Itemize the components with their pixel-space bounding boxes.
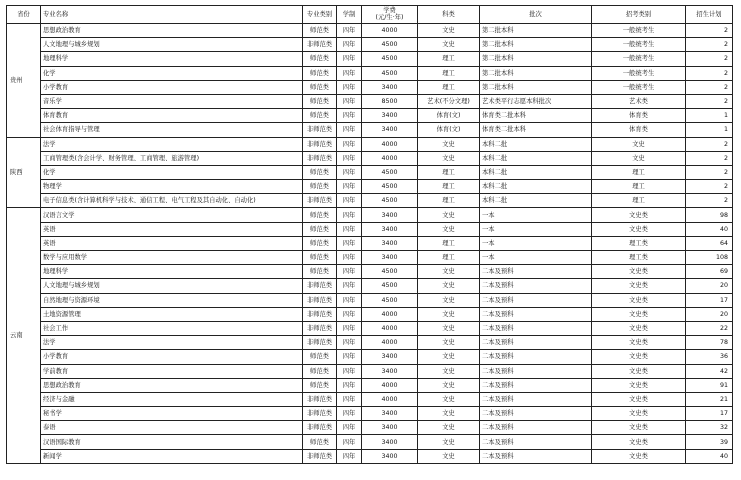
table-row	[7, 392, 733, 406]
category-cell: 非师范类	[303, 279, 337, 293]
major-cell: 人文地理与城乡规划	[41, 38, 303, 52]
category-cell: 非师范类	[303, 123, 337, 137]
tuition-cell: 4500	[362, 194, 418, 208]
subject-cell: 理工	[418, 236, 480, 250]
tuition-cell: 3400	[362, 364, 418, 378]
enrollment-plan-table	[6, 5, 733, 464]
exam-type-cell: 文史类	[592, 392, 686, 406]
header-tuition	[362, 6, 418, 24]
table-row	[7, 293, 733, 307]
batch-cell: 体育类二批本科	[480, 109, 592, 123]
exam-type-cell: 文史类	[592, 364, 686, 378]
major-cell: 学前教育	[41, 364, 303, 378]
major-cell: 体育教育	[41, 109, 303, 123]
plan-cell: 2	[686, 194, 733, 208]
major-cell: 工商管理类(含会计学、财务管理、工商管理、旅游管理)	[41, 151, 303, 165]
category-cell: 非师范类	[303, 449, 337, 463]
duration-cell: 四年	[337, 208, 362, 222]
table-row	[7, 194, 733, 208]
exam-type-cell: 文史类	[592, 222, 686, 236]
batch-cell: 二本及预科	[480, 407, 592, 421]
category-cell: 师范类	[303, 236, 337, 250]
category-cell: 师范类	[303, 52, 337, 66]
exam-type-cell: 理工	[592, 180, 686, 194]
subject-cell: 理工	[418, 66, 480, 80]
tuition-cell: 8500	[362, 94, 418, 108]
plan-cell: 78	[686, 336, 733, 350]
plan-cell: 20	[686, 307, 733, 321]
major-cell: 小学教育	[41, 350, 303, 364]
category-cell: 师范类	[303, 24, 337, 38]
plan-cell: 98	[686, 208, 733, 222]
subject-cell: 理工	[418, 80, 480, 94]
table-row	[7, 279, 733, 293]
major-cell: 人文地理与城乡规划	[41, 279, 303, 293]
exam-type-cell: 文史类	[592, 307, 686, 321]
subject-cell: 文史	[418, 222, 480, 236]
table-row	[7, 94, 733, 108]
duration-cell: 四年	[337, 123, 362, 137]
batch-cell: 本科二批	[480, 151, 592, 165]
table-row	[7, 165, 733, 179]
table-row	[7, 321, 733, 335]
batch-cell: 二本及预科	[480, 449, 592, 463]
category-cell: 师范类	[303, 180, 337, 194]
header-tuition-line1: 学费	[383, 7, 396, 14]
table-row	[7, 24, 733, 38]
exam-type-cell: 一般统考生	[592, 80, 686, 94]
major-cell: 秘书学	[41, 407, 303, 421]
table-row	[7, 180, 733, 194]
tuition-cell: 4000	[362, 24, 418, 38]
province-cell: 云南	[7, 208, 41, 463]
category-cell: 师范类	[303, 378, 337, 392]
header-exam-type: 招考类别	[592, 6, 686, 24]
major-cell: 地理科学	[41, 265, 303, 279]
category-cell: 师范类	[303, 251, 337, 265]
category-cell: 师范类	[303, 350, 337, 364]
tuition-cell: 4500	[362, 293, 418, 307]
exam-type-cell: 文史类	[592, 208, 686, 222]
duration-cell: 四年	[337, 194, 362, 208]
exam-type-cell: 文史类	[592, 336, 686, 350]
table-row	[7, 350, 733, 364]
tuition-cell: 4500	[362, 180, 418, 194]
category-cell: 师范类	[303, 94, 337, 108]
subject-cell: 理工	[418, 165, 480, 179]
major-cell: 法学	[41, 336, 303, 350]
batch-cell: 本科二批	[480, 137, 592, 151]
batch-cell: 二本及预科	[480, 307, 592, 321]
exam-type-cell: 文史类	[592, 350, 686, 364]
batch-cell: 本科二批	[480, 165, 592, 179]
batch-cell: 二本及预科	[480, 279, 592, 293]
subject-cell: 体育(文)	[418, 109, 480, 123]
exam-type-cell: 文史	[592, 137, 686, 151]
plan-cell: 1	[686, 123, 733, 137]
category-cell: 非师范类	[303, 392, 337, 406]
batch-cell: 二本及预科	[480, 265, 592, 279]
major-cell: 地理科学	[41, 52, 303, 66]
major-cell: 音乐学	[41, 94, 303, 108]
major-cell: 英语	[41, 222, 303, 236]
tuition-cell: 3400	[362, 421, 418, 435]
exam-type-cell: 文史类	[592, 265, 686, 279]
table-row	[7, 52, 733, 66]
batch-cell: 第二批本科	[480, 38, 592, 52]
major-cell: 法学	[41, 137, 303, 151]
batch-cell: 二本及预科	[480, 321, 592, 335]
category-cell: 非师范类	[303, 151, 337, 165]
table-row	[7, 66, 733, 80]
batch-cell: 二本及预科	[480, 364, 592, 378]
category-cell: 非师范类	[303, 407, 337, 421]
duration-cell: 四年	[337, 449, 362, 463]
batch-cell: 本科二批	[480, 180, 592, 194]
major-cell: 物理学	[41, 180, 303, 194]
tuition-cell: 4000	[362, 137, 418, 151]
batch-cell: 二本及预科	[480, 336, 592, 350]
category-cell: 非师范类	[303, 321, 337, 335]
exam-type-cell: 理工类	[592, 251, 686, 265]
category-cell: 师范类	[303, 80, 337, 94]
category-cell: 师范类	[303, 222, 337, 236]
exam-type-cell: 理工	[592, 194, 686, 208]
major-cell: 社会工作	[41, 321, 303, 335]
tuition-cell: 4000	[362, 392, 418, 406]
tuition-cell: 3400	[362, 449, 418, 463]
subject-cell: 文史	[418, 38, 480, 52]
table-row	[7, 449, 733, 463]
tuition-cell: 3400	[362, 350, 418, 364]
plan-cell: 2	[686, 38, 733, 52]
exam-type-cell: 艺术类	[592, 94, 686, 108]
plan-cell: 2	[686, 52, 733, 66]
plan-cell: 108	[686, 251, 733, 265]
exam-type-cell: 文史	[592, 151, 686, 165]
batch-cell: 一本	[480, 208, 592, 222]
table-row	[7, 80, 733, 94]
major-cell: 数学与应用数学	[41, 251, 303, 265]
plan-cell: 42	[686, 364, 733, 378]
subject-cell: 文史	[418, 137, 480, 151]
subject-cell: 文史	[418, 321, 480, 335]
tuition-cell: 4000	[362, 307, 418, 321]
category-cell: 非师范类	[303, 421, 337, 435]
major-cell: 新闻学	[41, 449, 303, 463]
major-cell: 英语	[41, 236, 303, 250]
subject-cell: 理工	[418, 180, 480, 194]
tuition-cell: 4500	[362, 165, 418, 179]
category-cell: 师范类	[303, 364, 337, 378]
table-row	[7, 123, 733, 137]
exam-type-cell: 理工类	[592, 236, 686, 250]
subject-cell: 文史	[418, 378, 480, 392]
subject-cell: 文史	[418, 208, 480, 222]
table-row	[7, 364, 733, 378]
duration-cell: 四年	[337, 336, 362, 350]
category-cell: 师范类	[303, 66, 337, 80]
exam-type-cell: 文史类	[592, 293, 686, 307]
tuition-cell: 3400	[362, 208, 418, 222]
exam-type-cell: 文史类	[592, 435, 686, 449]
category-cell: 非师范类	[303, 38, 337, 52]
duration-cell: 四年	[337, 392, 362, 406]
plan-cell: 69	[686, 265, 733, 279]
duration-cell: 四年	[337, 435, 362, 449]
table-row	[7, 336, 733, 350]
duration-cell: 四年	[337, 24, 362, 38]
subject-cell: 理工	[418, 251, 480, 265]
subject-cell: 文史	[418, 350, 480, 364]
plan-cell: 32	[686, 421, 733, 435]
plan-cell: 2	[686, 165, 733, 179]
category-cell: 师范类	[303, 165, 337, 179]
batch-cell: 本科二批	[480, 194, 592, 208]
tuition-cell: 4500	[362, 265, 418, 279]
category-cell: 师范类	[303, 208, 337, 222]
exam-type-cell: 文史类	[592, 321, 686, 335]
duration-cell: 四年	[337, 80, 362, 94]
tuition-cell: 4500	[362, 38, 418, 52]
table-row	[7, 151, 733, 165]
enrollment-plan-sheet	[6, 5, 732, 464]
duration-cell: 四年	[337, 52, 362, 66]
province-cell: 陕西	[7, 137, 41, 208]
table-row	[7, 137, 733, 151]
major-cell: 自然地理与资源环境	[41, 293, 303, 307]
category-cell: 师范类	[303, 265, 337, 279]
exam-type-cell: 文史类	[592, 449, 686, 463]
table-row	[7, 251, 733, 265]
major-cell: 小学教育	[41, 80, 303, 94]
plan-cell: 2	[686, 151, 733, 165]
subject-cell: 文史	[418, 364, 480, 378]
header-duration: 学制	[337, 6, 362, 24]
subject-cell: 文史	[418, 336, 480, 350]
subject-cell: 文史	[418, 24, 480, 38]
plan-cell: 39	[686, 435, 733, 449]
duration-cell: 四年	[337, 265, 362, 279]
duration-cell: 四年	[337, 350, 362, 364]
duration-cell: 四年	[337, 307, 362, 321]
plan-cell: 2	[686, 180, 733, 194]
major-cell: 泰语	[41, 421, 303, 435]
plan-cell: 21	[686, 392, 733, 406]
plan-cell: 91	[686, 378, 733, 392]
plan-cell: 17	[686, 293, 733, 307]
batch-cell: 第二批本科	[480, 24, 592, 38]
major-cell: 经济与金融	[41, 392, 303, 406]
header-plan: 招生计划	[686, 6, 733, 24]
table-row	[7, 407, 733, 421]
plan-cell: 2	[686, 24, 733, 38]
exam-type-cell: 体育类	[592, 109, 686, 123]
header-row	[7, 6, 733, 24]
category-cell: 非师范类	[303, 293, 337, 307]
subject-cell: 理工	[418, 52, 480, 66]
plan-cell: 1	[686, 109, 733, 123]
category-cell: 非师范类	[303, 137, 337, 151]
table-row	[7, 307, 733, 321]
batch-cell: 二本及预科	[480, 350, 592, 364]
duration-cell: 四年	[337, 109, 362, 123]
major-cell: 思想政治教育	[41, 378, 303, 392]
table-body	[7, 24, 733, 464]
duration-cell: 四年	[337, 321, 362, 335]
major-cell: 土地资源管理	[41, 307, 303, 321]
header-tuition-line2: (元/生·年)	[375, 13, 404, 21]
exam-type-cell: 文史类	[592, 279, 686, 293]
table-row	[7, 222, 733, 236]
exam-type-cell: 文史类	[592, 407, 686, 421]
table-row	[7, 421, 733, 435]
batch-cell: 一本	[480, 222, 592, 236]
category-cell: 非师范类	[303, 307, 337, 321]
category-cell: 非师范类	[303, 336, 337, 350]
tuition-cell: 3400	[362, 407, 418, 421]
table-row	[7, 38, 733, 52]
duration-cell: 四年	[337, 180, 362, 194]
batch-cell: 第二批本科	[480, 52, 592, 66]
subject-cell: 理工	[418, 194, 480, 208]
duration-cell: 四年	[337, 378, 362, 392]
duration-cell: 四年	[337, 407, 362, 421]
plan-cell: 2	[686, 66, 733, 80]
plan-cell: 2	[686, 80, 733, 94]
subject-cell: 文史	[418, 392, 480, 406]
category-cell: 师范类	[303, 109, 337, 123]
header-category: 专业类别	[303, 6, 337, 24]
duration-cell: 四年	[337, 293, 362, 307]
subject-cell: 体育(文)	[418, 123, 480, 137]
exam-type-cell: 体育类	[592, 123, 686, 137]
tuition-cell: 4500	[362, 279, 418, 293]
batch-cell: 一本	[480, 236, 592, 250]
subject-cell: 文史	[418, 293, 480, 307]
tuition-cell: 4000	[362, 378, 418, 392]
batch-cell: 第二批本科	[480, 66, 592, 80]
header-province: 省份	[7, 6, 41, 24]
header-major: 专业名称	[41, 6, 303, 24]
exam-type-cell: 文史类	[592, 421, 686, 435]
duration-cell: 四年	[337, 236, 362, 250]
batch-cell: 二本及预科	[480, 392, 592, 406]
subject-cell: 文史	[418, 407, 480, 421]
subject-cell: 文史	[418, 279, 480, 293]
major-cell: 社会体育指导与管理	[41, 123, 303, 137]
duration-cell: 四年	[337, 165, 362, 179]
header-batch: 批次	[480, 6, 592, 24]
tuition-cell: 4500	[362, 66, 418, 80]
batch-cell: 二本及预科	[480, 293, 592, 307]
duration-cell: 四年	[337, 251, 362, 265]
tuition-cell: 3400	[362, 435, 418, 449]
exam-type-cell: 文史类	[592, 378, 686, 392]
plan-cell: 2	[686, 137, 733, 151]
plan-cell: 40	[686, 222, 733, 236]
duration-cell: 四年	[337, 222, 362, 236]
tuition-cell: 4500	[362, 52, 418, 66]
duration-cell: 四年	[337, 364, 362, 378]
batch-cell: 二本及预科	[480, 378, 592, 392]
subject-cell: 文史	[418, 421, 480, 435]
duration-cell: 四年	[337, 94, 362, 108]
major-cell: 化学	[41, 66, 303, 80]
plan-cell: 36	[686, 350, 733, 364]
tuition-cell: 3400	[362, 222, 418, 236]
tuition-cell: 3400	[362, 80, 418, 94]
duration-cell: 四年	[337, 279, 362, 293]
category-cell: 非师范类	[303, 194, 337, 208]
table-row	[7, 109, 733, 123]
table-row	[7, 378, 733, 392]
tuition-cell: 4000	[362, 151, 418, 165]
batch-cell: 二本及预科	[480, 421, 592, 435]
subject-cell: 文史	[418, 449, 480, 463]
duration-cell: 四年	[337, 151, 362, 165]
table-row	[7, 435, 733, 449]
exam-type-cell: 一般统考生	[592, 24, 686, 38]
major-cell: 电子信息类(含计算机科学与技术、通信工程、电气工程及其自动化、自动化)	[41, 194, 303, 208]
tuition-cell: 3400	[362, 251, 418, 265]
subject-cell: 文史	[418, 265, 480, 279]
tuition-cell: 3400	[362, 109, 418, 123]
exam-type-cell: 一般统考生	[592, 66, 686, 80]
duration-cell: 四年	[337, 137, 362, 151]
subject-cell: 艺术(不分文理)	[418, 94, 480, 108]
table-row	[7, 236, 733, 250]
duration-cell: 四年	[337, 66, 362, 80]
plan-cell: 2	[686, 94, 733, 108]
tuition-cell: 3400	[362, 236, 418, 250]
tuition-cell: 3400	[362, 123, 418, 137]
plan-cell: 17	[686, 407, 733, 421]
province-cell: 贵州	[7, 24, 41, 138]
subject-cell: 文史	[418, 151, 480, 165]
duration-cell: 四年	[337, 38, 362, 52]
table-row	[7, 208, 733, 222]
exam-type-cell: 一般统考生	[592, 38, 686, 52]
batch-cell: 二本及预科	[480, 435, 592, 449]
exam-type-cell: 理工	[592, 165, 686, 179]
table-row	[7, 265, 733, 279]
batch-cell: 体育类二批本科	[480, 123, 592, 137]
plan-cell: 40	[686, 449, 733, 463]
subject-cell: 文史	[418, 307, 480, 321]
plan-cell: 64	[686, 236, 733, 250]
plan-cell: 20	[686, 279, 733, 293]
major-cell: 汉语国际教育	[41, 435, 303, 449]
tuition-cell: 4000	[362, 336, 418, 350]
exam-type-cell: 一般统考生	[592, 52, 686, 66]
category-cell: 师范类	[303, 435, 337, 449]
subject-cell: 文史	[418, 435, 480, 449]
batch-cell: 第二批本科	[480, 80, 592, 94]
header-subject: 科类	[418, 6, 480, 24]
batch-cell: 艺术类平行志愿本科批次	[480, 94, 592, 108]
major-cell: 化学	[41, 165, 303, 179]
major-cell: 汉语言文学	[41, 208, 303, 222]
plan-cell: 22	[686, 321, 733, 335]
duration-cell: 四年	[337, 421, 362, 435]
batch-cell: 一本	[480, 251, 592, 265]
major-cell: 思想政治教育	[41, 24, 303, 38]
tuition-cell: 4000	[362, 321, 418, 335]
